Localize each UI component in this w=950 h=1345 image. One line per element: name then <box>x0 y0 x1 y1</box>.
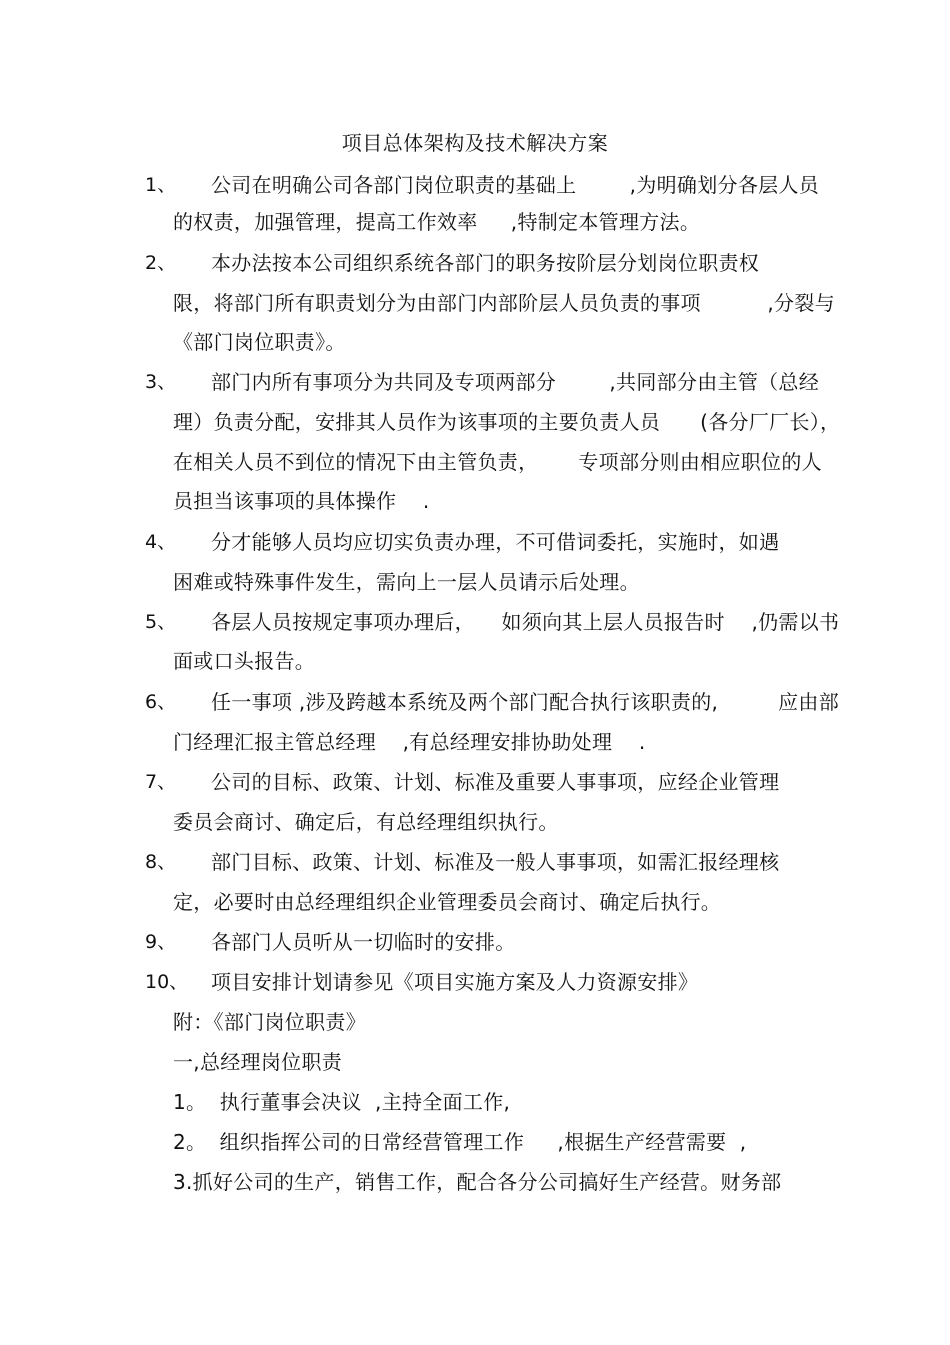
appendix-point: 1。 执行董事会决议 ,主持全面工作, <box>173 1090 511 1114</box>
paragraph-line: 理）负责分配，安排其人员作为该事项的主要负责人员 (各分厂厂长）， <box>173 410 841 434</box>
paragraph-line: 限，将部门所有职责划分为由部门内部阶层人员负责的事项 ,分裂与 <box>173 291 835 315</box>
paragraph-line: 任一事项 ,涉及跨越本系统及两个部门配合执行该职责的, 应由部 <box>211 690 839 714</box>
paragraph-line: 《部门岗位职责》。 <box>173 330 346 354</box>
paragraph-line: 在相关人员不到位的情况下由主管负责， 专项部分则由相应职位的人 <box>173 450 822 474</box>
appendix-label: 附：《部门岗位职责》 <box>173 1010 366 1034</box>
item-number: 1、 <box>145 174 177 196</box>
paragraph-line: 面或口头报告。 <box>173 649 316 673</box>
item-number: 7、 <box>145 771 177 793</box>
item-number: 2、 <box>145 252 177 274</box>
paragraph-line: 定，必要时由总经理组织企业管理委员会商讨、确定后执行。 <box>173 890 722 914</box>
paragraph-line: 员担当该事项的具体操作 . <box>173 489 430 513</box>
appendix-point: 3.抓好公司的生产，销售工作，配合各分公司搞好生产经营。财务部 <box>173 1170 782 1194</box>
paragraph-line: 各层人员按规定事项办理后， 如须向其上层人员报告时 ,仍需以书 <box>211 610 840 634</box>
paragraph-line: 的权责，加强管理，提高工作效率 ,特制定本管理方法。 <box>173 210 701 234</box>
paragraph-line: 各部门人员听从一切临时的安排。 <box>211 930 516 954</box>
document-title: 项目总体架构及技术解决方案 <box>341 131 609 155</box>
paragraph-line: 公司的目标、政策、计划、标准及重要人事事项，应经企业管理 <box>211 770 780 794</box>
item-number: 10、 <box>145 971 189 993</box>
paragraph-line: 分才能够人员均应切实负责办理，不可借词委托，实施时，如遇 <box>211 530 780 554</box>
item-number: 5、 <box>145 611 177 633</box>
paragraph-line: 部门目标、政策、计划、标准及一般人事事项，如需汇报经理核 <box>211 850 780 874</box>
paragraph-line: 门经理汇报主管总经理 ,有总经理安排协助处理 . <box>173 730 646 754</box>
paragraph-line: 委员会商讨、确定后，有总经理组织执行。 <box>173 810 559 834</box>
paragraph-line: 本办法按本公司组织系统各部门的职务按阶层分划岗位职责权 <box>211 251 760 275</box>
paragraph-line: 部门内所有事项分为共同及专项两部分 ,共同部分由主管（总经 <box>211 370 820 394</box>
item-number: 6、 <box>145 691 177 713</box>
item-number: 9、 <box>145 931 177 953</box>
paragraph-line: 公司在明确公司各部门岗位职责的基础上 ,为明确划分各层人员 <box>211 173 820 197</box>
paragraph-line: 困难或特殊事件发生，需向上一层人员请示后处理。 <box>173 570 640 594</box>
section-title: 一,总经理岗位职责 <box>173 1050 343 1074</box>
paragraph-line: 项目安排计划请参见《项目实施方案及人力资源安排》 <box>211 970 699 994</box>
item-number: 3、 <box>145 371 177 393</box>
appendix-point: 2。 组织指挥公司的日常经营管理工作 ,根据生产经营需要 , <box>173 1130 747 1154</box>
item-number: 8、 <box>145 851 177 873</box>
item-number: 4、 <box>145 531 177 553</box>
